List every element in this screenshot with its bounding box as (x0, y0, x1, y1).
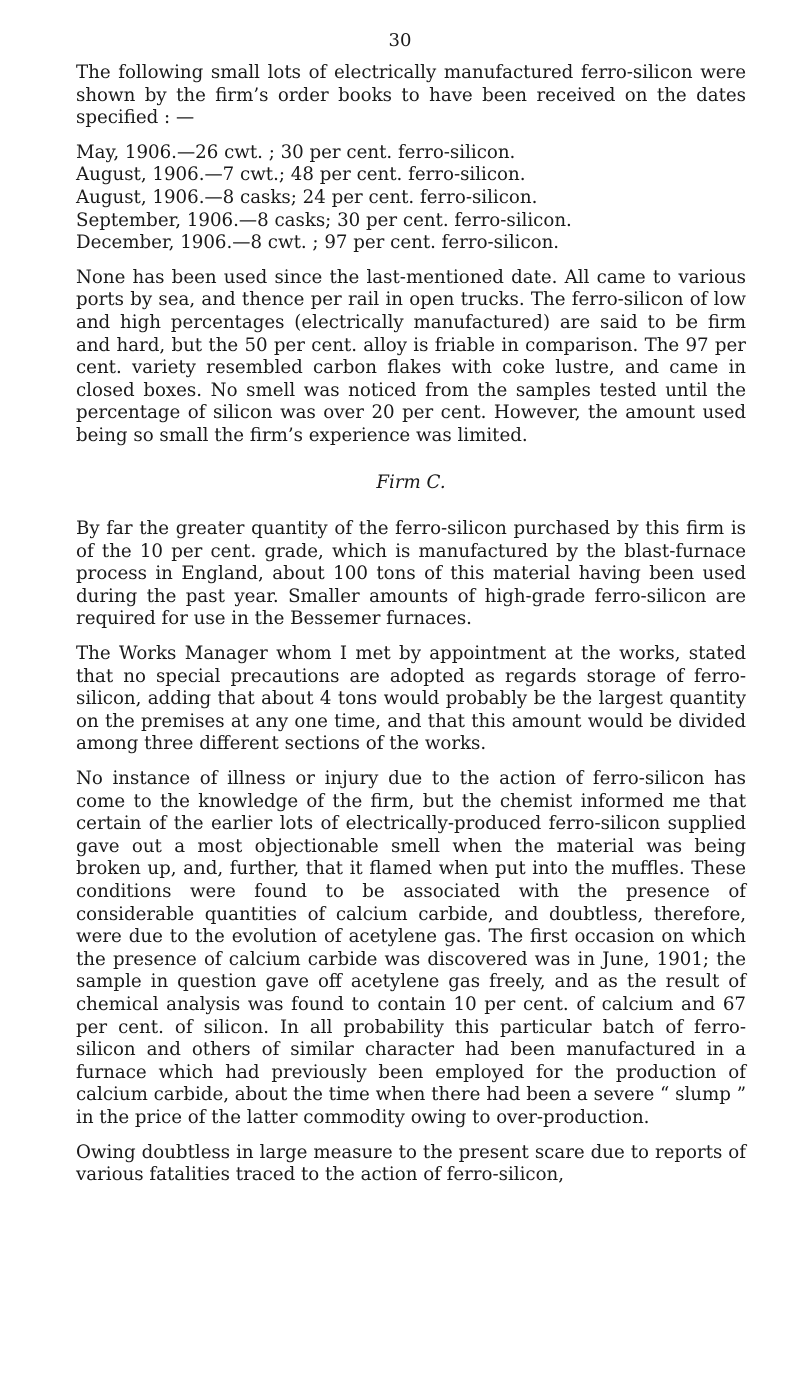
list-item: May, 1906.—26 cwt. ; 30 per cent. ferro-silicon. (76, 141, 516, 163)
lots-list (76, 142, 746, 255)
firm-c-heading: Firm C. (376, 471, 446, 493)
intro-paragraph: The following small lots of electrically manufactured ferro-silicon were shown by the firm’s order books to have been received on the dates specified : — (76, 62, 746, 129)
list-item: December, 1906.—8 cwt. ; 97 per cent. ferro-silicon. (76, 232, 560, 254)
no-instance-paragraph: No instance of illness or injury due to the action of ferro-silicon has come to the knowledge of the firm, but the chemist informed me that certain of the earlier lots of electrically-produced ferro-silicon supplied gave out a most objectionable smell when the material was being broken up, and, further, that it flamed when put into the muffles. These conditions were found to be associated with the presence of considerable quantities of calcium carbide, and doubtless, therefore, were due to the evolution of acetylene gas. The first occasion on which the presence of calcium carbide was discovered was in June, 1901; the sample in question gave off acetylene gas freely, and as the result of chemical analysis was found to contain 10 per cent. of calcium and 67 per cent. of silicon. In all probability this particular batch of ferro-silicon and others of similar character had been manufactured in a furnace which had previously been employed for the production of calcium carbide, about the time when there had been a severe “ slump ” in the price of the latter commodity owing to over-production. (76, 768, 746, 1128)
none-used-paragraph: None has been used since the last-mentioned date. All came to various ports by sea, and thence per rail in open trucks. The ferro-silicon of low and high percentages (electrically manufactured) are said to be firm and hard, but the 50 per cent. alloy is friable in comparison. The 97 per cent. variety resembled carbon flakes with coke lustre, and came in closed boxes. No smell was noticed from the samples tested until the percentage of silicon was over 20 per cent. However, the amount used being so small the firm’s experience was limited. (76, 266, 746, 446)
list-item: August, 1906.—7 cwt.; 48 per cent. ferro-silicon. (76, 164, 526, 186)
page-number: 30 (388, 30, 412, 51)
owing-paragraph: Owing doubtless in large measure to the present scare due to reports of various fatalities traced to the action of ferro-silicon, (76, 1141, 746, 1186)
page-body (76, 62, 746, 1187)
works-manager-paragraph: The Works Manager whom I met by appointment at the works, stated that no special precautions are adopted as regards storage of ferro-silicon, adding that about 4 tons would probably be the largest quantity on the premises at any one time, and that this amount would be divided among three different sections of the works. (76, 643, 746, 755)
list-item: September, 1906.—8 casks; 30 per cent. ferro-silicon. (76, 209, 572, 231)
list-item: August, 1906.—8 casks; 24 per cent. ferro-silicon. (76, 186, 538, 208)
greater-quantity-paragraph: By far the greater quantity of the ferro-silicon purchased by this firm is of the 10 per cent. grade, which is manufactured by the blast-furnace process in England, about 100 tons of this material having been used during the past year. Smaller amounts of high-grade ferro-silicon are required for use in the Bessemer furnaces. (76, 518, 746, 630)
